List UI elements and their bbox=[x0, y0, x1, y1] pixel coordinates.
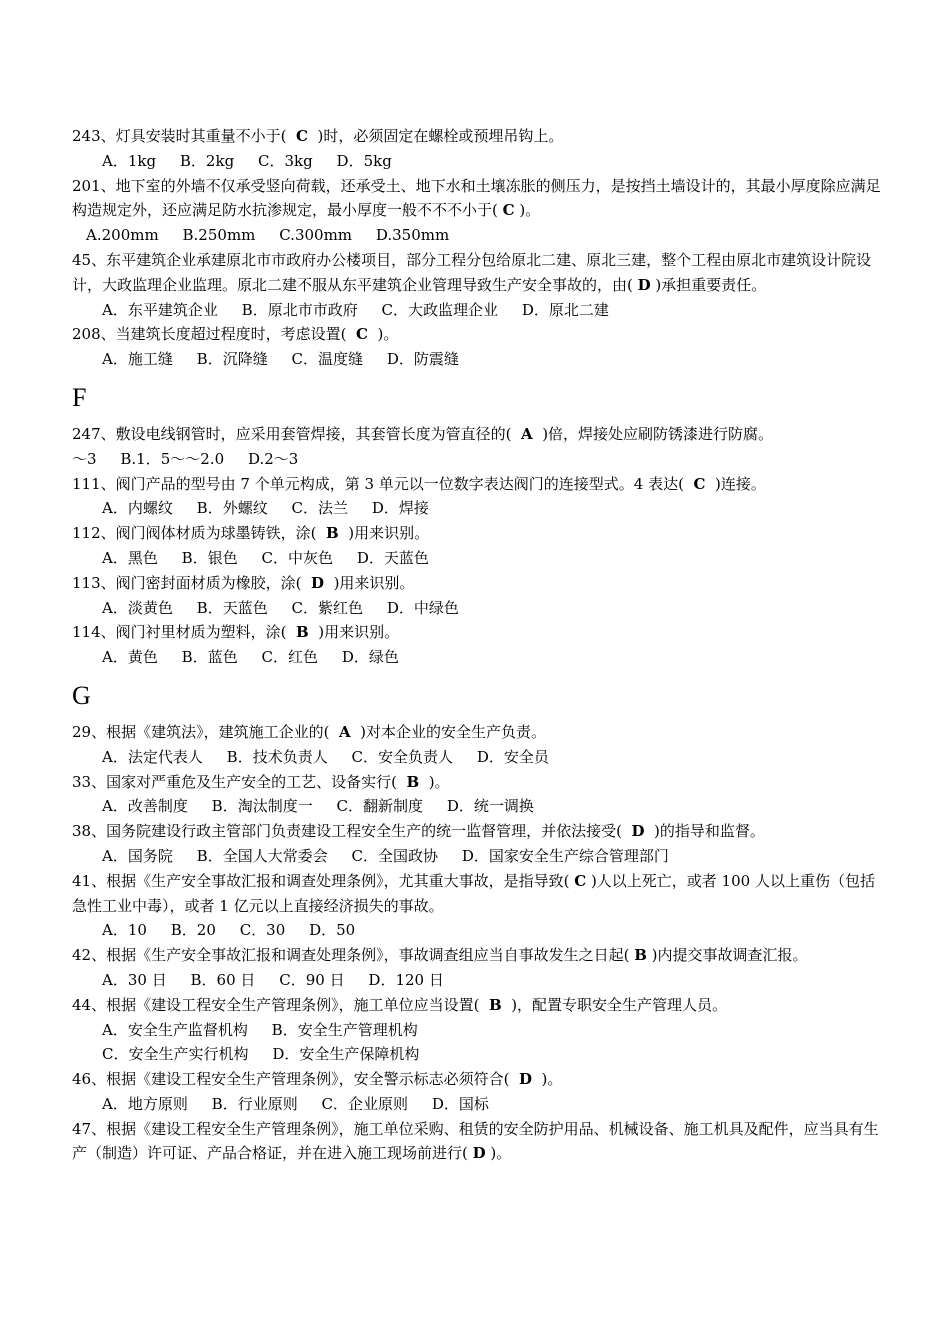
answer-letter: D bbox=[311, 573, 325, 592]
question-text bbox=[72, 472, 884, 497]
question-text bbox=[72, 174, 884, 224]
question-text bbox=[72, 1117, 884, 1167]
question-text bbox=[72, 819, 884, 844]
question-tail: )用来识别。 bbox=[324, 573, 415, 592]
answer-options: A．内螺纹 B．外螺纹 C．法兰 D．焊接 bbox=[102, 499, 429, 518]
answer-options: A．施工缝 B．沉降缝 C．温度缝 D．防震缝 bbox=[102, 350, 459, 369]
answer-options: A．黄色 B．蓝色 C．红色 D．绿色 bbox=[102, 648, 399, 667]
answer-letter: C bbox=[356, 325, 368, 344]
question-text bbox=[72, 943, 884, 968]
question-text bbox=[72, 620, 884, 645]
question-tail: )倍，焊接处应刷防锈漆进行防腐。 bbox=[532, 424, 774, 443]
question-tail: )。 bbox=[419, 772, 450, 791]
question-tail: )。 bbox=[367, 325, 399, 344]
question-stem: 44、根据《建设工程安全生产管理条例》，施工单位应当设置( bbox=[72, 995, 489, 1014]
question-stem: 42、根据《生产安全事故汇报和调查处理条例》，事故调查组应当自事故发生之日起( bbox=[72, 946, 635, 965]
answer-options: A．安全生产监督机构 B．安全生产管理机构 bbox=[102, 1020, 418, 1039]
question-stem: 111、阀门产品的型号由 7 个单元构成，第 3 单元以一位数字表达阀门的连接型式。4 表达( bbox=[72, 474, 694, 493]
answer-letter: B bbox=[326, 524, 339, 543]
question-stem: 247、敷设电线钢管时，应采用套管焊接，其套管长度为管直径的( bbox=[72, 424, 522, 443]
answer-letter: B bbox=[406, 772, 420, 791]
question-stem: 113、阀门密封面材质为橡胶，涂( bbox=[72, 573, 312, 592]
question-tail: )时，必须固定在螺栓或预埋吊钩上。 bbox=[307, 127, 564, 145]
question-stem: 208、当建筑长度超过程度时，考虑设置( bbox=[72, 325, 357, 344]
question-stem: 45、东平建筑企业承建原北市市政府办公楼项目，部分工程分包给原北二建、原北三建，整个工程由原北市建筑设计院设计，大政监理企业监理。原北二建不服从东平建筑企业管理导致生产安全事故的，由( bbox=[72, 250, 872, 294]
question-tail: )的指导和监督。 bbox=[644, 822, 765, 841]
answer-letter: C bbox=[693, 474, 706, 493]
question-text bbox=[72, 124, 884, 149]
answer-letter: C bbox=[574, 871, 587, 890]
answer-options: ～3 B.1．5～～2.0 D.2～3 bbox=[72, 449, 299, 468]
answer-options: A．30 日 B．60 日 C．90 日 D．120 日 bbox=[102, 970, 444, 989]
answer-options: A.200mm B.250mm C.300mm D.350mm bbox=[86, 226, 450, 245]
answer-letter: D bbox=[472, 1144, 486, 1163]
question-text bbox=[72, 720, 884, 745]
answer-letter: A bbox=[521, 424, 533, 443]
answer-letter: B bbox=[488, 995, 502, 1014]
question-text bbox=[72, 248, 884, 298]
question-tail: )，配置专职安全生产管理人员。 bbox=[501, 995, 728, 1014]
question-text bbox=[72, 521, 884, 546]
question-stem: 29、根据《建筑法》，建筑施工企业的( bbox=[72, 722, 339, 741]
answer-letter: B bbox=[296, 623, 309, 642]
answer-letter: C bbox=[296, 127, 308, 145]
question-stem: 112、阀门阀体材质为球墨铸铁，涂( bbox=[72, 524, 327, 543]
question-tail: )用来识别。 bbox=[308, 623, 400, 642]
question-tail: )承担重要责任。 bbox=[650, 275, 767, 294]
answer-options: A．地方原则 B．行业原则 C．企业原则 D．国标 bbox=[102, 1094, 489, 1113]
question-stem: 41、根据《生产安全事故汇报和调查处理条例》，尤其重大事故，是指导致( bbox=[72, 871, 575, 890]
question-stem: 38、国务院建设行政主管部门负责建设工程安全生产的统一监督管理，并依法接受( bbox=[72, 822, 632, 841]
question-stem: 201、地下室的外墙不仅承受竖向荷载，还承受土、地下水和土壤冻胀的侧压力，是按挡土墙设计的，其最小厚度除应满足构造规定外，还应满足防水抗渗规定，最小厚度一般不不不小于( bbox=[72, 176, 881, 220]
question-stem: 243、灯具安装时其重量不小于( bbox=[72, 127, 297, 145]
question-text bbox=[72, 322, 884, 347]
question-stem: 33、国家对严重危及生产安全的工艺、设备实行( bbox=[72, 772, 407, 791]
answer-letter: A bbox=[338, 722, 351, 741]
answer-options: A．黑色 B．银色 C．中灰色 D．天蓝色 bbox=[102, 548, 429, 567]
answer-letter: D bbox=[518, 1070, 532, 1089]
answer-options: A．10 B．20 C．30 D．50 bbox=[102, 921, 356, 940]
question-tail: )对本企业的安全生产负责。 bbox=[350, 722, 547, 741]
answer-options: A．国务院 B．全国人大常委会 C．全国政协 D．国家安全生产综合管理部门 bbox=[102, 846, 669, 865]
question-tail: )。 bbox=[514, 201, 541, 220]
answer-options: C．安全生产实行机构 D．安全生产保障机构 bbox=[102, 1045, 420, 1064]
question-text bbox=[72, 993, 884, 1018]
document-page bbox=[72, 124, 884, 1166]
question-tail: )用来识别。 bbox=[338, 524, 430, 543]
question-stem: 47、根据《建设工程安全生产管理条例》，施工单位采购、租赁的安全防护用品、机械设备、施工机具及配件，应当具有生产（制造）许可证、产品合格证，并在进入施工现场前进行( bbox=[72, 1119, 879, 1163]
question-tail: )。 bbox=[532, 1070, 563, 1089]
answer-letter: D bbox=[631, 822, 645, 841]
answer-letter: D bbox=[637, 275, 651, 294]
answer-letter: C bbox=[502, 201, 515, 220]
section-heading: G bbox=[72, 680, 91, 710]
question-tail: )。 bbox=[485, 1144, 512, 1163]
question-text bbox=[72, 770, 884, 795]
question-text bbox=[72, 422, 884, 447]
answer-options: A．1kg B．2kg C．3kg D．5kg bbox=[102, 151, 392, 170]
answer-options: A．淡黄色 B．天蓝色 C．紫红色 D．中绿色 bbox=[102, 598, 459, 617]
section-heading: F bbox=[72, 382, 87, 412]
question-tail: )人以上死亡，或者 100 人以上重伤（包括急性工业中毒），或者 1 亿元以上直接经济损失的事故。 bbox=[72, 871, 875, 915]
question-stem: 114、阀门衬里材质为塑料，涂( bbox=[72, 623, 297, 642]
question-stem: 46、根据《建设工程安全生产管理条例》，安全警示标志必须符合( bbox=[72, 1070, 519, 1089]
question-text bbox=[72, 571, 884, 596]
answer-options: A．改善制度 B．淘汰制度一 C．翻新制度 D．统一调换 bbox=[102, 797, 534, 816]
answer-letter: B bbox=[634, 946, 647, 965]
answer-options: A．东平建筑企业 B．原北市市政府 C．大政监理企业 D．原北二建 bbox=[102, 300, 609, 319]
question-tail: )连接。 bbox=[705, 474, 766, 493]
question-text bbox=[72, 1067, 884, 1092]
question-text bbox=[72, 869, 884, 919]
answer-options: A．法定代表人 B．技术负责人 C．安全负责人 D．安全员 bbox=[102, 747, 549, 766]
question-tail: )内提交事故调查汇报。 bbox=[646, 946, 808, 965]
